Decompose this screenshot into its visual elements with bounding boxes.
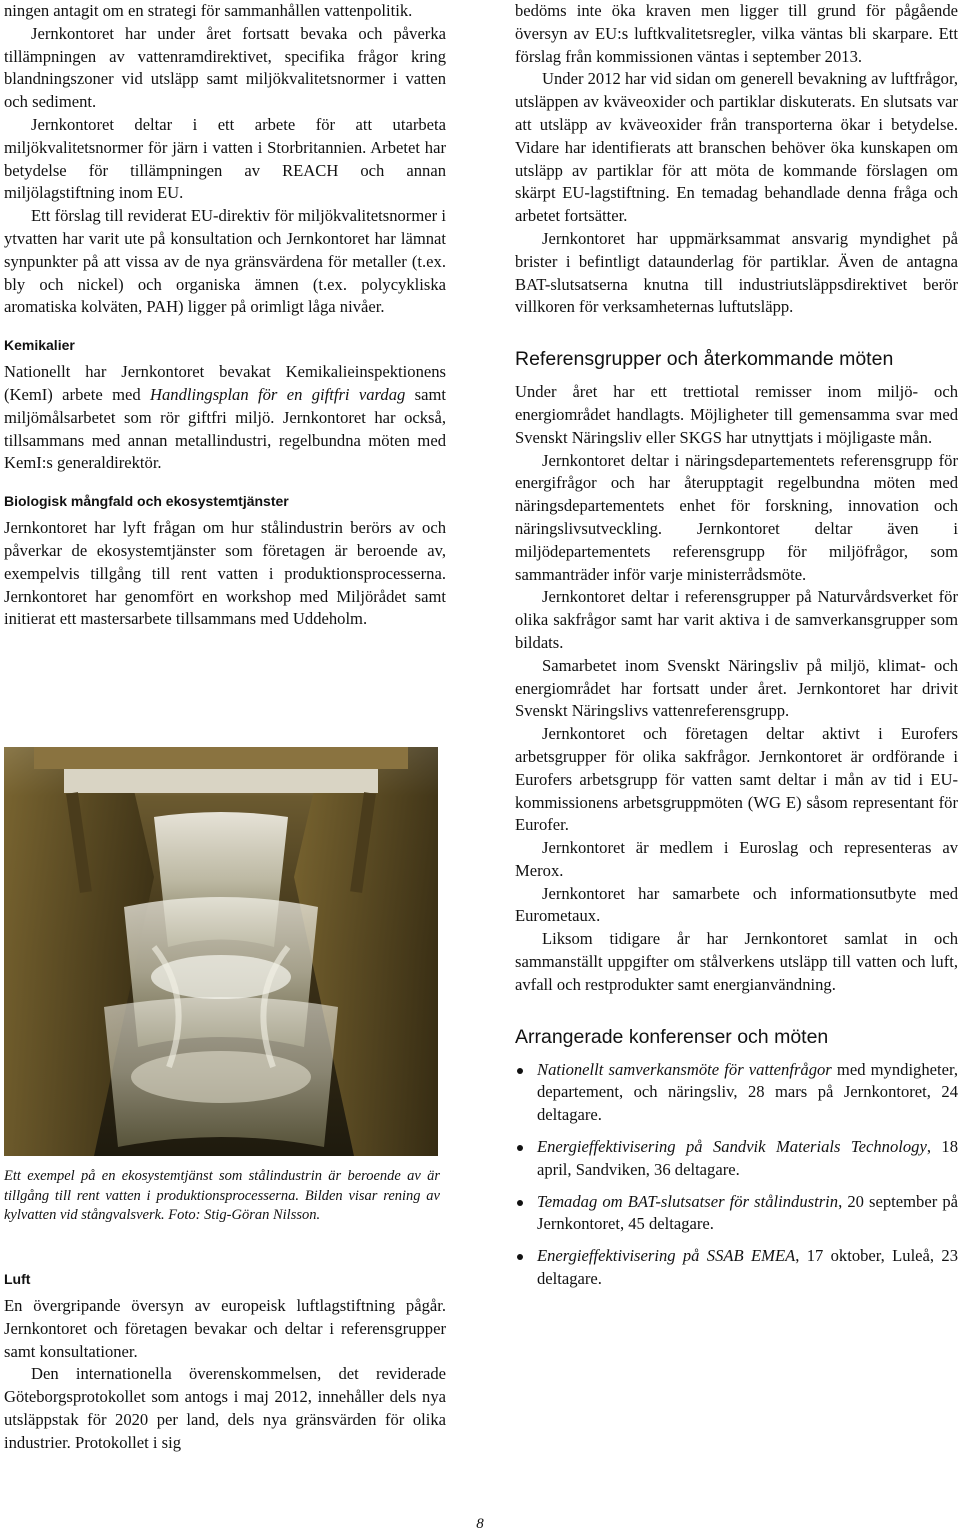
bullet-icon: [517, 1068, 523, 1074]
paragraph: Jernkontoret deltar i ett arbete för att utarbeta miljökvalitetsnormer för järn i vatten i Storbritannien. Arbetet har betydelse för tillämpningen av REACH och annan miljölagstiftning inom EU.: [4, 114, 446, 203]
conference-title: Nationellt samverkansmöte för vattenfrågor: [537, 1059, 832, 1079]
section-heading-referensgrupper: Referensgrupper och återkommande möten: [515, 348, 894, 371]
bullet-icon: [517, 1145, 523, 1151]
photo-water-outlet: [4, 747, 438, 1156]
conference-details: , 17 oktober, Luleå, 23 deltagare.: [537, 1246, 958, 1289]
photo-caption: Ett exempel på en ekosystemtjänst som stålindustrin är beroende av är tillgång till rent vatten i produktionsprocesserna. Bilden visar rening av kylvatten vid stångvalsverk. Foto: Stig-Göran Nilsson.: [4, 1168, 440, 1223]
paragraph: Jernkontoret har uppmärksammat ansvarig myndighet på brister i befintligt dataunderlag för partiklar. Även de antagna BAT-slutsatserna knutna till industriutsläppsdirektivet berör villkoren för verksamheternas luftutsläpp.: [515, 228, 958, 317]
conference-list: [515, 1059, 958, 1291]
section-heading-kemikalier: Kemikalier: [4, 337, 75, 354]
paragraph: Jernkontoret har lyft frågan om hur stålindustrin berörs av och påverkar de ekosystemtjänster som företagen är beroende av, exempelvis tillgång till rent vatten i produktionsprocesserna. Jernkontoret har genomfört en workshop med Miljörådet samt initierat ett mastersarbete tillsammans med Uddeholm.: [4, 518, 446, 629]
conference-title: Energieffektivisering på Sandvik Materials Technology: [537, 1137, 927, 1157]
left-column: [4, 0, 446, 631]
list-item: [515, 1136, 958, 1182]
right-column: [515, 0, 958, 1300]
paragraph: Jernkontoret är medlem i Euroslag och representeras av Merox.: [515, 838, 958, 880]
text-run: Nationellt har Jernkontoret bevakat Kemikalieinspektionens (KemI) arbete med: [4, 362, 446, 404]
paragraph: Under 2012 har vid sidan om generell bevakning av luftfrågor, utsläppen av kväveoxider och partiklar diskuterats. En slutsats var att utsläpp av kväveoxider från transporterna ökar i betydelse. Vidare har identifierats att branschen behöver öka kunskapen om utsläpp av partiklar för att möta de kommande förslagen om skärpt EU-lagstiftning. En temadag behandlade denna fråga och arbetet fortsätter.: [515, 69, 958, 226]
page-number: 8: [476, 1516, 484, 1532]
bullet-icon: [517, 1200, 523, 1206]
paragraph: bedöms inte öka kraven men ligger till grund för pågående översyn av EU:s luftkvalitetsregler, vilka väntas bli skarpare. Ett förslag från kommissionen väntas i september 2013.: [515, 1, 958, 66]
section-heading-biologisk-mangfald: Biologisk mångfald och ekosystemtjänster: [4, 493, 289, 510]
paragraph: En övergripande översyn av europeisk luftlagstiftning pågår. Jernkontoret och företagen bevakar och deltar i referensgrupper samt konsultationer.: [4, 1296, 446, 1361]
paragraph: Jernkontoret deltar i referensgrupper på Naturvårdsverket för olika sakfrågor samt har varit aktiva i de samverkansgrupper som bildats.: [515, 587, 958, 652]
list-item: [515, 1059, 958, 1127]
photo-illustration: [4, 747, 438, 1156]
paragraph: Jernkontoret och företagen deltar aktivt i Eurofers arbetsgrupper för olika sakfrågor. Jernkontoret är ordförande i Eurofers arbetsgrupp för vatten samt deltar i mån av tid i EU-kommissionens arbetsgruppmöten (WG E) såsom representant för Eurofer.: [515, 724, 958, 835]
paragraph: Under året har ett trettiotal remisser inom miljö- och energiområdet handlagts. Möjligheter till gemensamma svar med Svenskt Näringsliv eller SKGS har utnyttjats i möjligaste mån.: [515, 382, 958, 447]
section-luft: [4, 1270, 446, 1455]
conference-details: , 18 april, Sandviken, 36 deltagare.: [537, 1137, 959, 1179]
paragraph: Jernkontoret har samarbete och informationsutbyte med Eurometaux.: [515, 883, 958, 926]
paragraph-kemikalier: [4, 361, 446, 475]
paragraph: ningen antagit om en strategi för sammanhållen vattenpolitik.: [4, 1, 413, 20]
conference-details: , 20 september på Jernkontoret, 45 deltagare.: [537, 1191, 959, 1234]
text-run: samt miljömålsarbetet som rör giftfri miljö. Jernkontoret har också, tillsammans med annan metallindustri, regelbundna möten med KemI:s generaldirektör.: [4, 384, 446, 473]
paragraph: Liksom tidigare år har Jernkontoret samlat in och sammanställt uppgifter om stålverkens utsläpp till vatten och luft, avfall och restprodukter samt energianvändning.: [515, 929, 958, 994]
paragraph: Jernkontoret har under året fortsatt bevaka och påverka tillämpningen av vattenramdirektivet, specifika frågor kring blandningszoner vid utsläpp samt miljökvalitetsnormer i vatten och sediment.: [4, 23, 446, 112]
list-item: [515, 1245, 958, 1291]
paragraph: Den internationella överenskommelsen, det reviderade Göteborgsprotokollet som antogs i maj 2012, innehåller dels nya utsläppstak för 2020 per land, dels nya gränsvärden för olika industrier. Protokollet i sig: [4, 1364, 446, 1452]
bullet-icon: [517, 1254, 523, 1260]
list-item: [515, 1191, 958, 1237]
conference-title: Energieffektivisering på SSAB EMEA: [537, 1246, 796, 1266]
section-heading-konferenser: Arrangerade konferenser och möten: [515, 1025, 829, 1048]
paragraph: Samarbetet inom Svenskt Näringsliv på miljö, klimat- och energiområdet har fortsatt under året. Jernkontoret har drivit Svenskt Näringslivs vattenreferensgrupp.: [515, 655, 958, 721]
conference-details: med myndigheter, departement, och näringsliv, 28 mars på Jernkontoret, 24 deltagare.: [537, 1059, 958, 1125]
conference-title: Temadag om BAT-slutsatser för stålindustrin: [537, 1191, 839, 1211]
paragraph: Jernkontoret deltar i näringsdepartementets referensgrupp för energifrågor och har återupptagit regelbundna möten med näringsdepartementets enhet för forskning, innovation och näringslivsutveckling. Jernkontoret deltar även i miljödepartementets referensgrupp för miljöfrågor, som sammanträder inför varje ministerrådsmöte.: [515, 450, 958, 584]
section-heading-luft: Luft: [4, 1271, 31, 1287]
document-title-italic: Handlingsplan för en giftfri vardag: [150, 384, 406, 404]
paragraph: Ett förslag till reviderat EU-direktiv för miljökvalitetsnormer i ytvatten har varit ute på konsultation och Jernkontoret har lämnat synpunkter på att vissa av de nya gränsvärdena för metaller (t.ex. bly och nickel) och organiska ämnen (t.ex. polycykliska aromatiska kolväten, PAH) ligger på orimligt låga nivåer.: [4, 206, 446, 317]
